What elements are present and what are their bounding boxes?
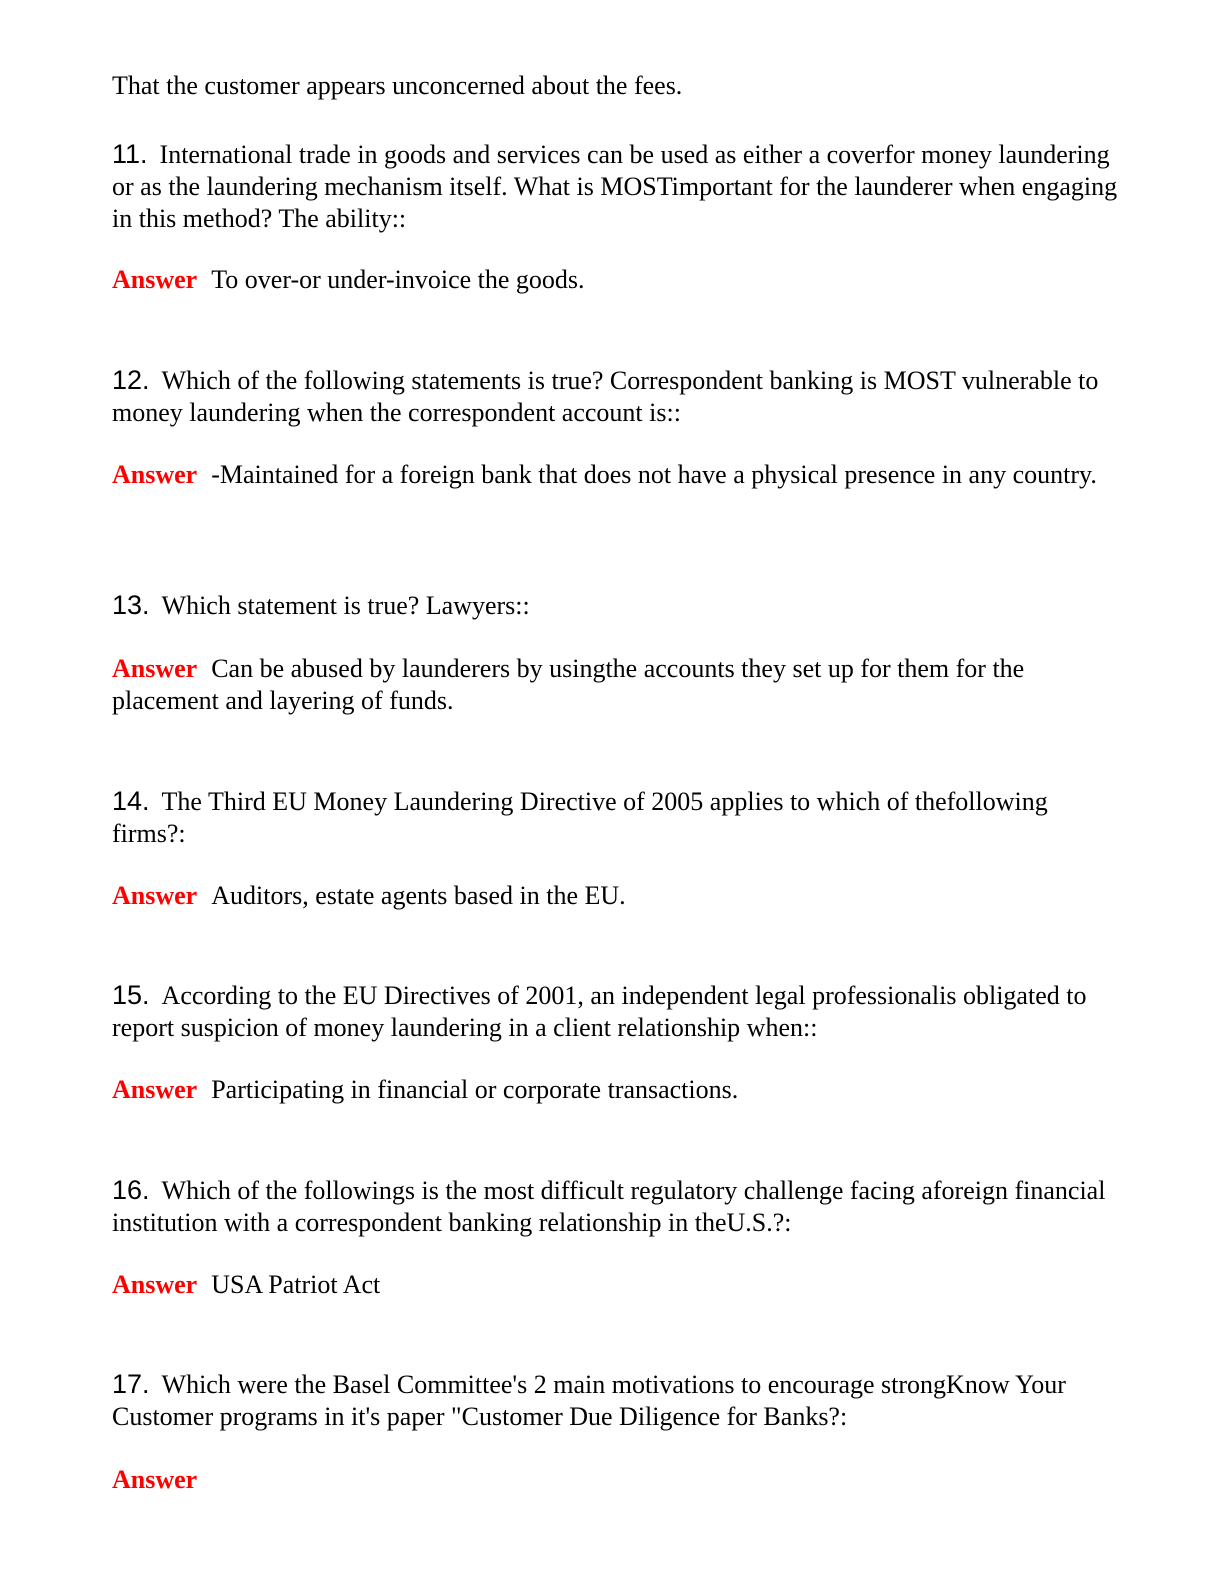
question-number: 11. xyxy=(112,139,148,169)
question-text: According to the EU Directives of 2001, an independent legal professionalis obligated to report suspicion of money laundering in a client relationship when:: xyxy=(112,981,1093,1042)
answer-label: Answer xyxy=(112,1270,198,1299)
answer-14 xyxy=(112,880,1122,912)
question-text: Which of the followings is the most difficult regulatory challenge facing aforeign financial institution with a correspondent banking relationship in theU.S.?: xyxy=(112,1176,1112,1237)
question-number: 16. xyxy=(112,1175,150,1205)
answer-label: Answer xyxy=(112,654,198,683)
answer-text: To over-or under-invoice the goods. xyxy=(211,265,585,294)
question-12 xyxy=(112,364,1122,429)
answer-16 xyxy=(112,1269,1122,1301)
question-15 xyxy=(112,979,1122,1044)
answer-label: Answer xyxy=(112,1075,198,1104)
question-number: 13. xyxy=(112,590,150,620)
question-11 xyxy=(112,138,1122,235)
answer-label: Answer xyxy=(112,1465,198,1494)
question-text: Which were the Basel Committee's 2 main motivations to encourage strongKnow Your Customer programs in it's paper "Customer Due Diligence for Banks?: xyxy=(112,1370,1073,1431)
answer-label: Answer xyxy=(112,265,198,294)
answer-text: Can be abused by launderers by usingthe accounts they set up for them for the placement and layering of funds. xyxy=(112,654,1031,715)
intro-text: That the customer appears unconcerned about the fees. xyxy=(112,71,683,100)
question-number: 15. xyxy=(112,980,150,1010)
answer-13 xyxy=(112,653,1122,717)
answer-text: USA Patriot Act xyxy=(211,1270,381,1299)
question-number: 17. xyxy=(112,1369,150,1399)
question-text: Which of the following statements is true? Correspondent banking is MOST vulnerable to money laundering when the correspondent account is:: xyxy=(112,366,1105,427)
question-text: International trade in goods and services can be used as either a coverfor money laundering or as the laundering mechanism itself. What is MOSTimportant for the launderer when engaging in this method? The ability:: xyxy=(112,140,1124,233)
question-17 xyxy=(112,1368,1122,1433)
answer-text: Participating in financial or corporate transactions. xyxy=(211,1075,739,1104)
answer-11 xyxy=(112,264,1122,296)
question-13 xyxy=(112,589,1122,622)
question-16 xyxy=(112,1174,1122,1239)
question-text: The Third EU Money Laundering Directive of 2005 applies to which of thefollowing firms?: xyxy=(112,787,1055,848)
question-14 xyxy=(112,785,1122,850)
question-text: Which statement is true? Lawyers:: xyxy=(161,591,530,620)
answer-text: -Maintained for a foreign bank that does not have a physical presence in any country. xyxy=(211,460,1097,489)
answer-17 xyxy=(112,1464,1122,1496)
answer-label: Answer xyxy=(112,881,198,910)
answer-text: Auditors, estate agents based in the EU. xyxy=(211,881,626,910)
answer-label: Answer xyxy=(112,460,198,489)
question-number: 12. xyxy=(112,365,150,395)
question-number: 14. xyxy=(112,786,150,816)
answer-12 xyxy=(112,459,1122,491)
answer-15 xyxy=(112,1074,1122,1106)
